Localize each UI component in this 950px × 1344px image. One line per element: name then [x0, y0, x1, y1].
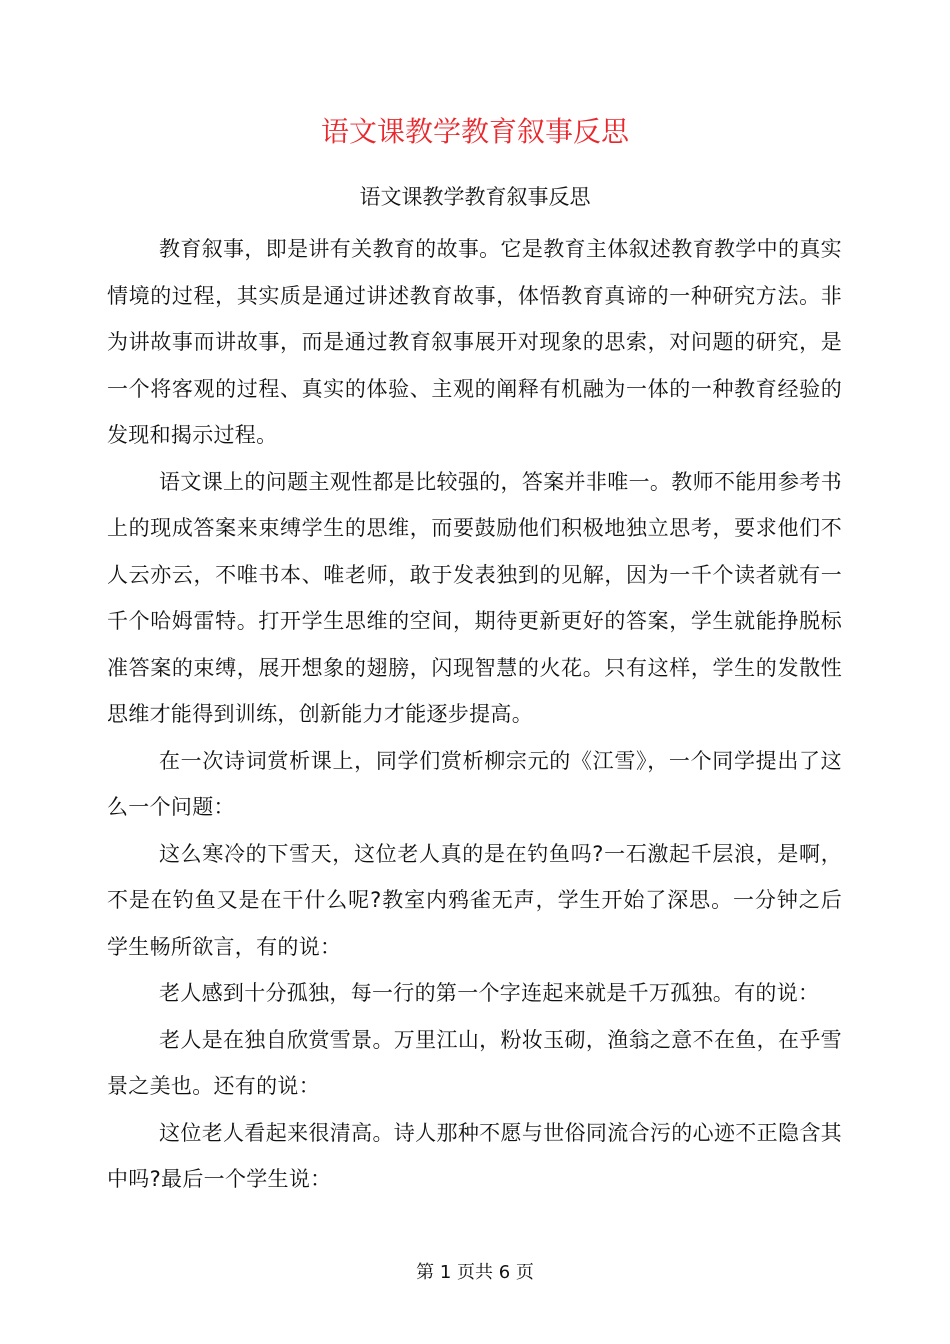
paragraph: 这位老人看起来很清高。诗人那种不愿与世俗同流合污的心迹不正隐含其中吗?最后一个学生说： [107, 1120, 842, 1191]
paragraph: 语文课上的问题主观性都是比较强的，答案并非唯一。教师不能用参考书上的现成答案来束缚学生的思维，而要鼓励他们积极地独立思考，要求他们不人云亦云，不唯书本、唯老师，敢于发表独到的见解，因为一千个读者就有一千个哈姆雷特。打开学生思维的空间，期待更新更好的答案，学生就能挣脱标准答案的束缚，展开想象的翅膀，闪现智慧的火花。只有这样，学生的发散性思维才能得到训练，创新能力才能逐步提高。 [107, 469, 842, 726]
paragraph: 这么寒冷的下雪天，这位老人真的是在钓鱼吗?一石激起千层浪，是啊，不是在钓鱼又是在干什么呢?教室内鸦雀无声，学生开始了深思。一分钟之后学生畅所欲言，有的说： [107, 841, 842, 959]
paragraph: 老人是在独自欣赏雪景。万里江山，粉妆玉砌，渔翁之意不在鱼，在乎雪景之美也。还有的说： [107, 1027, 842, 1098]
paragraph: 老人感到十分孤独，每一行的第一个字连起来就是千万孤独。有的说： [159, 981, 820, 1005]
page-number: 第 1 页共 6 页 [416, 1262, 534, 1283]
document-body [107, 226, 842, 1203]
document-subtitle: 语文课教学教育叙事反思 [359, 185, 591, 209]
document-title: 语文课教学教育叙事反思 [320, 115, 629, 148]
paragraph: 教育叙事，即是讲有关教育的故事。它是教育主体叙述教育教学中的真实情境的过程，其实质是通过讲述教育故事，体悟教育真谛的一种研究方法。非为讲故事而讲故事，而是通过教育叙事展开对现象的思索，对问题的研究，是一个将客观的过程、真实的体验、主观的阐释有机融为一体的一种教育经验的发现和揭示过程。 [107, 237, 842, 447]
paragraph: 在一次诗词赏析课上，同学们赏析柳宗元的《江雪》，一个同学提出了这么一个问题： [107, 748, 842, 819]
